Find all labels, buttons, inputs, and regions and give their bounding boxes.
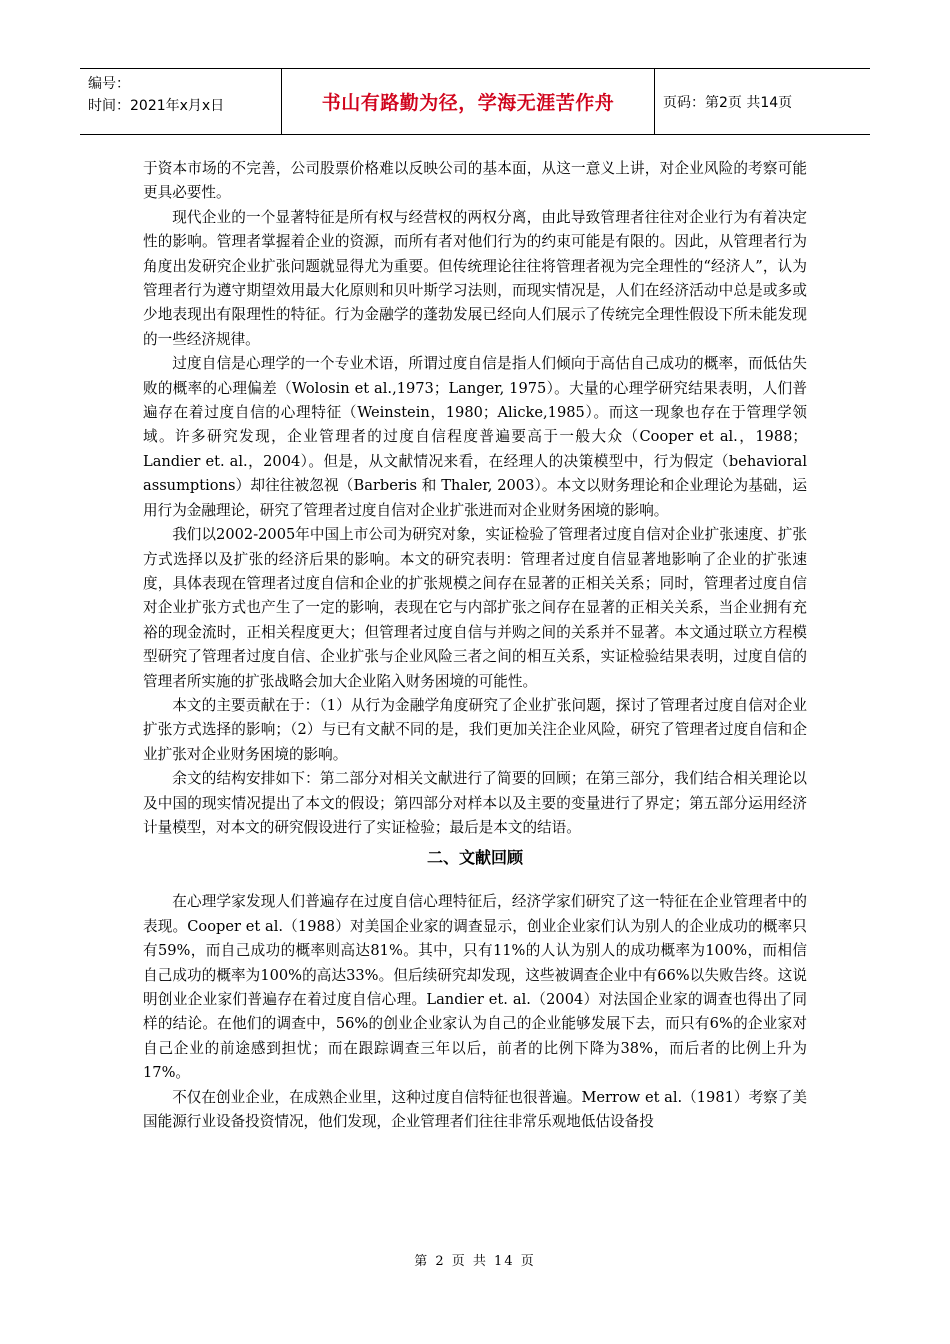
- document-number-label: 编号：: [88, 76, 130, 92]
- header-page-code: 页码：第2页 共14页: [663, 94, 793, 111]
- document-date: 时间：2021年x月x日: [88, 98, 225, 114]
- paragraph: 过度自信是心理学的一个专业术语，所谓过度自信是指人们倾向于高估自己成功的概率，而低估失败的概率的心理偏差（Wolosin et al.,1973；Langer, 1975）。大量的心理学研究结果表明，人们普遍存在着过度自信的心理特征（Weinstein，1980；Alicke,1985）。而这一现象也存在于管理学领域。许多研究发现，企业管理者的过度自信程度普遍要高于一般大众（Cooper et al.，1988；Landier et. al.，2004）。但是，从文献情况来看，在经理人的决策模型中，行为假定（behavioral assumptions）却往往被忽视（Barberis 和 Thaler, 2003）。本文以财务理论和企业理论为基础，运用行为金融理论，研究了管理者过度自信对企业扩张进而对企业财务困境的影响。: [143, 355, 807, 519]
- paragraph: 余文的结构安排如下：第二部分对相关文献进行了简要的回顾；在第三部分，我们结合相关理论以及中国的现实情况提出了本文的假设；第四部分对样本以及主要的变量进行了界定；第五部分运用经济计量模型，对本文的研究假设进行了实证检验；最后是本文的结语。: [143, 770, 807, 836]
- header-motto: 书山有路勤为径，学海无涯苦作舟: [282, 69, 655, 134]
- paragraph: 我们以2002-2005年中国上市公司为研究对象，实证检验了管理者过度自信对企业扩张速度、扩张方式选择以及扩张的经济后果的影响。本文的研究表明：管理者过度自信显著地影响了企业的扩张速度，具体表现在管理者过度自信和企业的扩张规模之间存在显著的正相关关系；同时，管理者过度自信对企业扩张方式也产生了一定的影响，表现在它与内部扩张之间存在显著的正相关关系，当企业拥有充裕的现金流时，正相关程度更大；但管理者过度自信与并购之间的关系并不显著。本文通过联立方程模型研究了管理者过度自信、企业扩张与企业风险三者之间的相互关系，实证检验结果表明，过度自信的管理者所实施的扩张战略会加大企业陷入财务困境的可能性。: [143, 526, 807, 690]
- paragraph: 不仅在创业企业，在成熟企业里，这种过度自信特征也很普遍。Merrow et al.（1981）考察了美国能源行业设备投资情况，他们发现，企业管理者们往往非常乐观地低估设备投: [143, 1088, 807, 1131]
- page-footer: 第 2 页 共 14 页: [414, 1254, 536, 1269]
- paragraph: 于资本市场的不完善，公司股票价格难以反映公司的基本面，从这一意义上讲，对企业风险的考察可能更具必要性。: [143, 160, 807, 202]
- paragraph: 本文的主要贡献在于：（1）从行为金融学角度研究了企业扩张问题，探讨了管理者过度自信对企业扩张方式选择的影响；（2）与已有文献不同的是，我们更加关注企业风险，研究了管理者过度自信和企业扩张对企业财务困境的影响。: [143, 696, 807, 763]
- section-heading: 二、文献回顾: [426, 848, 523, 868]
- paragraph: 现代企业的一个显著特征是所有权与经营权的两权分离，由此导致管理者往往对企业行为有着决定性的影响。管理者掌握着企业的资源，而所有者对他们行为的约束可能是有限的。因此，从管理者行为角度出发研究企业扩张问题就显得尤为重要。但传统理论往往将管理者视为完全理性的“经济人”，认为管理者行为遵守期望效用最大化原则和贝叶斯学习法则，而现实情况是，人们在经济活动中总是或多或少地表现出有限理性的特征。行为金融学的蓬勃发展已经向人们展示了传统完全理性假设下所未能发现的一些经济规律。: [143, 208, 807, 348]
- document-body: [143, 157, 807, 1134]
- paragraph: 在心理学家发现人们普遍存在过度自信心理特征后，经济学家们研究了这一特征在企业管理者中的表现。Cooper et al.（1988）对美国企业家的调查显示，创业企业家们认为别人的企业成功的概率只有59%，而自己成功的概率则高达81%。其中，只有11%的人认为别人的成功概率为100%，而相信自己成功的概率为100%的高达33%。但后续研究却发现，这些被调查企业中有66%以失败告终。这说明创业企业家们普遍存在着过度自信心理。Landier et. al.（2004）对法国企业家的调查也得出了同样的结论。在他们的调查中，56%的创业企业家认为自己的企业能够发展下去，而只有6%的企业家对自己企业的前途感到担忧；而在跟踪调查三年以后，前者的比例下降为38%，而后者的比例上升为17%。: [143, 893, 807, 1082]
- page-header: [80, 68, 870, 135]
- header-meta: [80, 69, 282, 134]
